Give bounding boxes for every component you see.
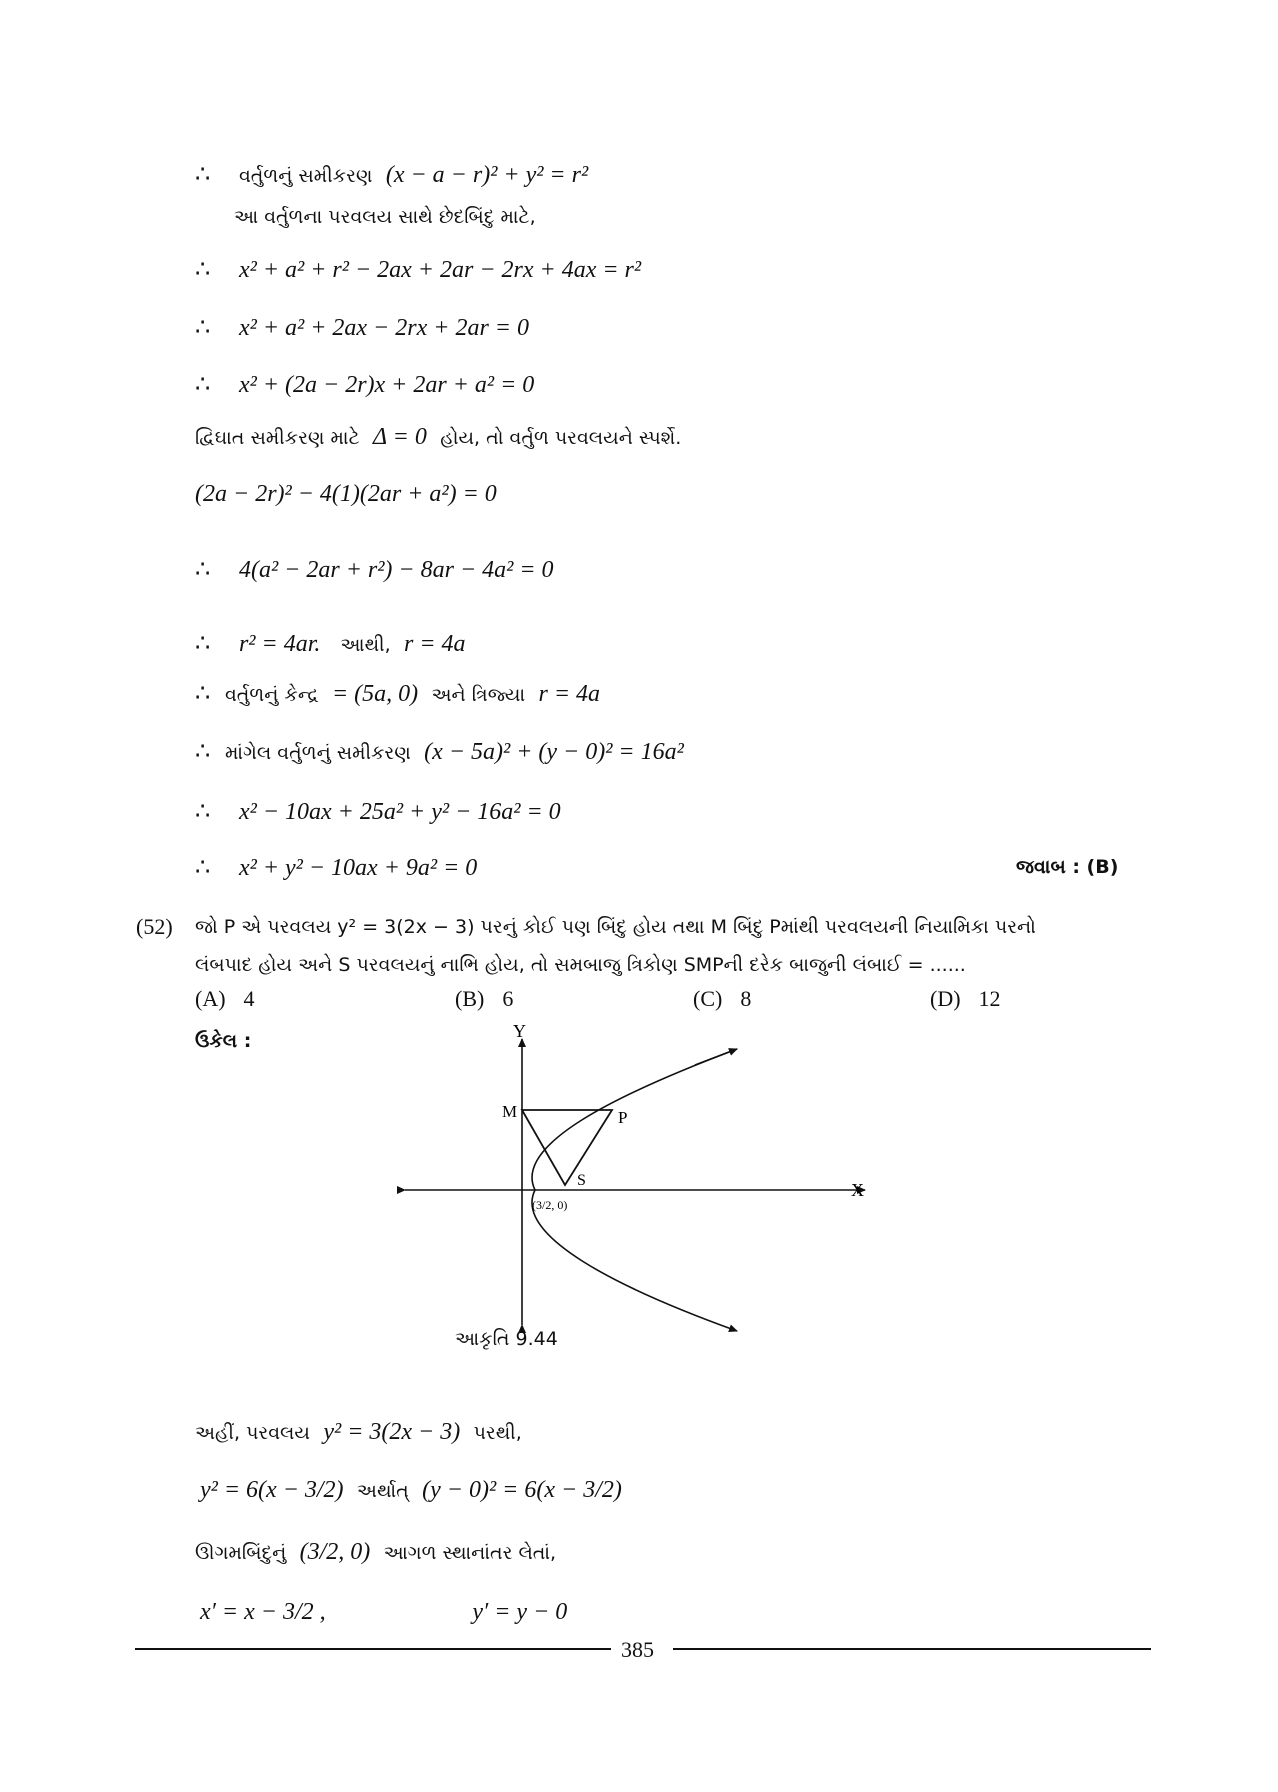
point-m-label: M	[502, 1102, 518, 1121]
therefore-symbol: ∴	[195, 681, 211, 707]
gujarati-text: દ્વિઘાત સમીકરણ માટે	[195, 427, 360, 449]
equation: Δ = 0	[373, 424, 427, 450]
equation: (2a − 2r)² − 4(1)(2ar + a²) = 0	[195, 481, 497, 507]
derivation-line-13	[195, 856, 477, 880]
equation: x² + y² − 10ax + 9a² = 0	[238, 855, 478, 881]
option-value: 6	[502, 986, 514, 1011]
derivation-line-9	[195, 632, 466, 656]
gujarati-text: માંગેલ વર્તુળનું સમીકરણ	[224, 742, 411, 764]
gujarati-text: વર્તુળનું કેન્દ્ર	[224, 684, 319, 706]
question-line-2: લંબપાદ હોય અને S પરવલયનું નાભિ હોય, તો સમબાજુ ત્રિકોણ SMPની દરેક બાજુની લંબાઈ = ......	[195, 954, 966, 976]
derivation-line-11	[195, 740, 684, 764]
option-c	[693, 986, 751, 1012]
derivation-line-12	[195, 800, 561, 824]
equation: = (5a, 0)	[331, 681, 419, 707]
equation: (x − 5a)² + (y − 0)² = 16a²	[424, 739, 684, 765]
gujarati-text: અર્થાત્	[356, 1480, 409, 1502]
option-label: (B)	[455, 986, 485, 1011]
gujarati-text: પરથી,	[473, 1422, 522, 1444]
page-number: 385	[621, 1637, 654, 1662]
equation: y² = 6(x − 3/2)	[200, 1477, 344, 1503]
parabola-upper-arrow	[695, 1049, 737, 1065]
option-b	[455, 986, 513, 1012]
derivation-line-3	[195, 258, 641, 282]
solution-line-1	[195, 1420, 522, 1444]
focus-coordinate: (3/2, 0)	[532, 1198, 568, 1212]
gujarati-text: હોય, તો વર્તુળ પરવલયને સ્પર્શે.	[440, 427, 682, 449]
point-p-label: P	[618, 1108, 628, 1127]
gujarati-text: અહીં, પરવલય	[195, 1422, 310, 1444]
equation: x² + a² + 2ax − 2rx + 2ar = 0	[238, 315, 529, 341]
equation: (3/2, 0)	[299, 1539, 371, 1565]
derivation-line-1	[195, 163, 588, 187]
equation: (x − a − r)² + y² = r²	[385, 162, 589, 188]
equation: x′ = x − 3/2 ,	[200, 1599, 326, 1625]
answer-label: જવાબ : (B)	[1016, 856, 1119, 878]
x-axis-label: X	[851, 1180, 864, 1200]
gujarati-text: અને ત્રિજ્યા	[431, 684, 526, 706]
equation: r = 4a	[404, 631, 466, 657]
equation: y² = 3(2x − 3)	[323, 1419, 461, 1445]
therefore-symbol: ∴	[195, 557, 211, 583]
equation: y′ = y − 0	[472, 1599, 568, 1625]
gujarati-text: ઊગમબિંદુનું	[195, 1542, 287, 1564]
option-value: 12	[978, 986, 1001, 1011]
therefore-symbol: ∴	[195, 257, 211, 283]
equation: (y − 0)² = 6(x − 3/2)	[422, 1477, 622, 1503]
option-value: 8	[740, 986, 752, 1011]
derivation-line-6	[195, 425, 681, 449]
option-label: (C)	[693, 986, 723, 1011]
therefore-symbol: ∴	[195, 372, 211, 398]
solution-line-4	[200, 1600, 567, 1624]
option-a	[195, 986, 255, 1012]
option-d	[930, 986, 1001, 1012]
therefore-symbol: ∴	[195, 799, 211, 825]
option-value: 4	[243, 986, 255, 1011]
triangle-smp	[522, 1110, 612, 1185]
derivation-line-7	[195, 482, 497, 506]
solution-line-3	[195, 1540, 556, 1564]
therefore-symbol: ∴	[195, 739, 211, 765]
equation: x² + a² + r² − 2ax + 2ar − 2rx + 4ax = r²	[238, 257, 642, 283]
equation: r = 4a	[538, 681, 601, 707]
derivation-line-2: આ વર્તુળના પરવલય સાથે છેદબિંદુ માટે,	[234, 206, 536, 228]
derivation-line-5	[195, 373, 534, 397]
therefore-symbol: ∴	[195, 631, 211, 657]
figure-caption: આકૃતિ 9.44	[455, 1328, 558, 1350]
point-s-label: S	[577, 1172, 586, 1189]
gujarati-text: આગળ સ્થાનાંતર લેતાં,	[383, 1542, 557, 1564]
solution-line-2	[200, 1478, 622, 1502]
parabola-figure	[395, 1025, 885, 1355]
equation: x² − 10ax + 25a² + y² − 16a² = 0	[238, 799, 561, 825]
equation: r² = 4ar.	[238, 631, 321, 657]
therefore-symbol: ∴	[195, 315, 211, 341]
derivation-line-4	[195, 316, 529, 340]
option-label: (D)	[930, 986, 961, 1011]
y-axis-label: Y	[513, 1025, 526, 1041]
derivation-line-8	[195, 558, 554, 582]
footer-rule-right	[673, 1648, 1151, 1650]
footer-rule-left	[135, 1648, 611, 1650]
question-number: (52)	[136, 914, 173, 939]
solution-heading: ઉકેલ :	[195, 1030, 252, 1052]
gujarati-text: વર્તુળનું સમીકરણ	[238, 165, 373, 187]
therefore-symbol: ∴	[195, 162, 211, 188]
equation: x² + (2a − 2r)x + 2ar + a² = 0	[238, 372, 535, 398]
question-line-1: જો P એ પરવલય y² = 3(2x − 3) પરનું કોઈ પણ બિંદુ હોય તથા M બિંદુ Pમાંથી પરવલયની નિયામિકા પરનો	[195, 916, 1036, 938]
option-label: (A)	[195, 986, 226, 1011]
derivation-line-10	[195, 682, 600, 706]
equation: 4(a² − 2ar + r²) − 8ar − 4a² = 0	[238, 557, 554, 583]
gujarati-text: આથી,	[340, 634, 391, 656]
therefore-symbol: ∴	[195, 855, 211, 881]
